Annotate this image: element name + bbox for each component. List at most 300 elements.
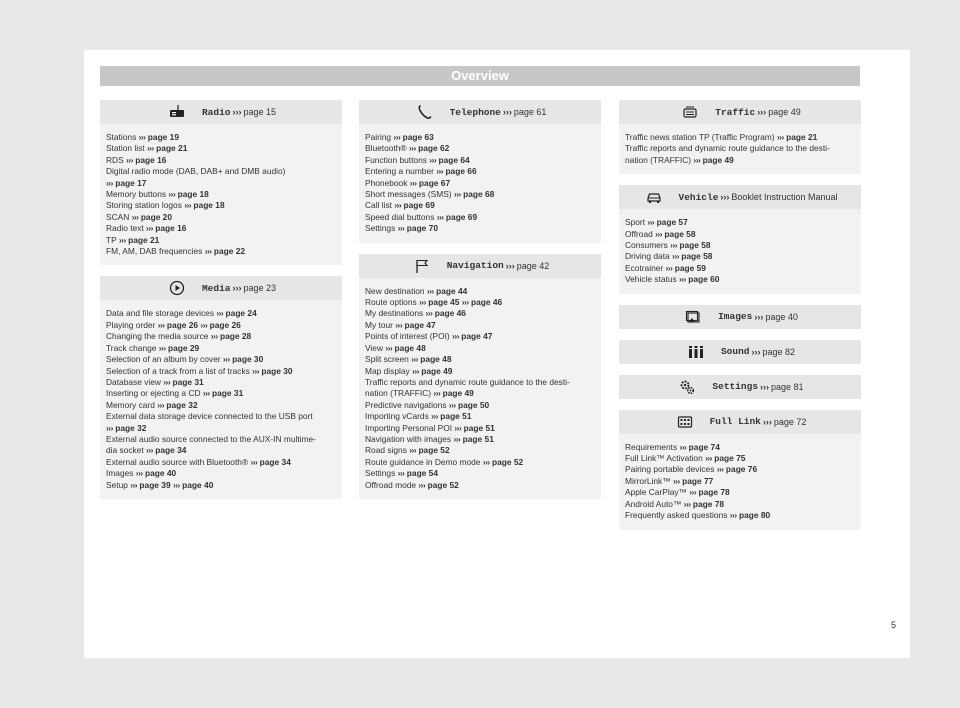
item-label: Offroad mode <box>365 479 417 490</box>
column-3 <box>619 100 861 541</box>
section-header-navigation <box>359 254 601 278</box>
section-page-ref[interactable]: page 82 <box>762 346 796 357</box>
page-ref-link[interactable]: page 68 <box>463 189 495 200</box>
sound-icon <box>685 343 707 361</box>
section-vehicle <box>619 185 861 293</box>
arrows-glyph: ››› <box>200 319 208 330</box>
arrows-glyph: ››› <box>425 308 433 319</box>
section-title: Telephone <box>449 106 501 118</box>
item-label: Consumers <box>625 240 668 251</box>
section-title: Media <box>201 282 231 294</box>
arrows-glyph: ››› <box>135 468 143 479</box>
arrows-glyph: ››› <box>232 283 242 294</box>
section-images <box>619 305 861 329</box>
section-header-radio <box>100 100 342 124</box>
arrows-glyph: ››› <box>412 365 419 376</box>
section-title: Navigation <box>446 260 504 272</box>
item-label: View <box>365 342 384 353</box>
arrows-glyph: ››› <box>202 388 210 399</box>
page-ref-link[interactable]: page 51 <box>463 422 495 433</box>
item-label: Offroad <box>625 228 653 239</box>
list-item <box>106 132 336 143</box>
section-media <box>100 276 342 499</box>
item-label: Radio text <box>106 223 144 234</box>
list-item <box>106 166 336 177</box>
item-label: Sport <box>625 217 646 228</box>
list-item <box>106 400 336 411</box>
list-item <box>365 411 595 422</box>
page-ref-link[interactable]: page 39 <box>139 479 171 490</box>
item-label: Route options <box>365 297 417 308</box>
arrows-glyph: ››› <box>776 132 784 142</box>
list-item <box>106 235 336 246</box>
list-item <box>365 331 595 342</box>
list-item <box>106 212 336 223</box>
arrows-glyph: ››› <box>106 422 113 433</box>
page-ref-link[interactable]: page 44 <box>436 285 468 296</box>
item-label: Frequently asked questions <box>625 510 728 521</box>
item-label: Settings <box>365 223 396 234</box>
page-ref-link[interactable]: page 48 <box>420 354 452 365</box>
page-ref-link[interactable]: page 49 <box>421 365 453 376</box>
page-ref-link[interactable]: page 78 <box>698 487 730 498</box>
item-label: External data storage device connected to the USB port <box>106 411 313 422</box>
page-ref-link[interactable]: page 32 <box>115 422 147 433</box>
list-item <box>106 366 336 377</box>
item-label: Android Auto™ <box>625 498 682 509</box>
page-ref-link[interactable]: page 34 <box>155 445 187 456</box>
page-ref-link[interactable]: page 21 <box>156 143 188 154</box>
page-ref-link[interactable]: page 26 <box>166 319 199 330</box>
page-ref-link[interactable]: page 32 <box>166 399 198 410</box>
page-ref-link[interactable]: page 24 <box>225 308 257 319</box>
list-item <box>625 143 855 154</box>
page-ref-link[interactable]: page 67 <box>418 177 451 188</box>
page-title: Overview <box>100 66 860 86</box>
item-label: Track change <box>106 342 157 353</box>
item-label: Selection of an album by cover <box>106 354 221 365</box>
list-item <box>106 143 336 154</box>
arrows-glyph: ››› <box>138 132 146 142</box>
section-page-ref[interactable]: page 23 <box>243 283 277 294</box>
list-item <box>106 411 336 422</box>
page-ref-link[interactable]: page 34 <box>259 456 291 467</box>
item-label: External audio source connected to the AUX-IN multime- <box>106 433 316 444</box>
arrows-glyph: ››› <box>418 479 426 490</box>
page-ref-link[interactable]: page 31 <box>212 388 244 399</box>
section-title: Sound <box>720 346 750 358</box>
arrows-glyph: ››› <box>118 234 126 245</box>
list-item <box>365 212 595 223</box>
page-ref-link[interactable]: page 75 <box>714 453 746 464</box>
phone-icon <box>414 103 436 121</box>
arrows-glyph: ››› <box>232 107 242 117</box>
page-ref-link[interactable]: page 52 <box>492 456 524 467</box>
item-label: Entering a number <box>365 166 434 177</box>
item-label: Ecotrainer <box>625 262 664 273</box>
item-label: Bluetooth® <box>365 143 407 154</box>
section-title: Images <box>718 311 753 323</box>
item-label: My tour <box>365 319 393 330</box>
page-ref-link[interactable]: page 58 <box>664 228 696 239</box>
item-label: Driving data <box>625 251 670 262</box>
arrows-glyph: ››› <box>436 211 444 222</box>
radio-icon <box>166 103 188 121</box>
page-ref-link[interactable]: page 16 <box>155 223 187 234</box>
section-header-media <box>100 276 342 300</box>
page-ref-link[interactable]: page 40 <box>182 479 214 490</box>
item-label: Road signs <box>365 445 407 456</box>
page-ref-link[interactable]: page 58 <box>679 240 711 251</box>
item-label: Changing the media source <box>106 331 209 342</box>
arrows-glyph: ››› <box>222 354 230 365</box>
section-telephone <box>359 100 601 243</box>
item-label: Predictive navigations <box>365 399 447 410</box>
section-header-fulllink <box>619 410 861 434</box>
arrows-glyph: ››› <box>130 479 138 490</box>
arrows-glyph: ››› <box>754 311 764 322</box>
list-item <box>106 320 336 331</box>
page-ref-link[interactable]: page 60 <box>688 274 720 285</box>
section-page-ref[interactable]: page 15 <box>243 107 277 117</box>
item-label: nation (TRAFFIC) <box>625 154 692 165</box>
section-page-ref[interactable]: page 40 <box>765 311 798 322</box>
section-page-ref[interactable]: page 42 <box>516 260 550 271</box>
arrows-glyph: ››› <box>760 381 770 392</box>
arrows-glyph: ››› <box>729 510 737 521</box>
arrows-glyph: ››› <box>157 319 165 330</box>
page-number: 5 <box>890 620 896 630</box>
page-ref-link[interactable]: page 21 <box>128 234 160 245</box>
arrows-glyph: ››› <box>408 143 416 154</box>
arrows-glyph: ››› <box>411 354 418 365</box>
list-item <box>106 343 336 354</box>
page-ref-link[interactable]: page 54 <box>406 468 438 479</box>
item-label: New destination <box>365 285 425 296</box>
arrows-glyph: ››› <box>426 285 434 296</box>
list-item <box>106 331 336 342</box>
page-ref-link[interactable]: page 57 <box>656 217 688 228</box>
list-item <box>106 480 336 491</box>
item-label: MirrorLink™ <box>625 475 671 486</box>
page-ref-link[interactable]: page 77 <box>682 475 714 486</box>
item-label: Function buttons <box>365 154 427 165</box>
list-item <box>625 510 855 521</box>
page-ref-link[interactable]: page 31 <box>172 376 204 387</box>
list-item <box>106 434 336 445</box>
page-ref-link[interactable]: page 40 <box>145 468 177 479</box>
arrows-glyph: ››› <box>461 297 469 308</box>
item-label: Vehicle status <box>625 274 677 285</box>
section-header-traffic <box>619 100 861 124</box>
arrows-glyph: ››› <box>397 223 405 234</box>
gears-icon <box>676 378 698 396</box>
page-ref-link[interactable]: page 70 <box>406 223 438 234</box>
list-item <box>365 178 595 189</box>
item-label: My destinations <box>365 308 424 319</box>
arrows-glyph: ››› <box>689 487 697 498</box>
item-label: Pairing <box>365 132 392 142</box>
page-ref-link[interactable]: page 28 <box>219 331 252 342</box>
arrows-glyph: ››› <box>720 192 730 203</box>
list-item <box>365 423 595 434</box>
page-ref-link[interactable]: page 62 <box>418 143 450 154</box>
list-item <box>365 343 595 354</box>
item-label: Navigation with images <box>365 433 452 444</box>
arrows-glyph: ››› <box>655 228 662 239</box>
list-item <box>106 468 336 479</box>
section-body-radio <box>100 124 342 265</box>
arrows-glyph: ››› <box>106 177 113 188</box>
page-ref-link[interactable]: page 18 <box>177 189 209 200</box>
list-item <box>365 155 595 166</box>
section-title: Traffic <box>715 106 756 118</box>
item-label: Storing station logos <box>106 200 182 211</box>
item-label: Requirements <box>625 441 678 452</box>
list-item <box>106 246 336 257</box>
item-label: Pairing portable devices <box>625 464 715 475</box>
item-label: RDS <box>106 154 124 165</box>
item-label: Points of interest (POI) <box>365 331 450 342</box>
arrows-glyph: ››› <box>146 223 153 234</box>
item-label: Apple CarPlay™ <box>625 487 687 498</box>
arrows-glyph: ››› <box>385 342 393 353</box>
item-label: Images <box>106 468 134 479</box>
page-ref-link[interactable]: page 46 <box>434 308 466 319</box>
arrows-glyph: ››› <box>184 200 192 211</box>
item-label: Split screen <box>365 354 409 365</box>
section-body-fulllink <box>619 434 861 530</box>
item-label: Memory card <box>106 399 155 410</box>
list-item <box>365 223 595 234</box>
arrows-glyph: ››› <box>204 246 212 257</box>
page-ref-link[interactable]: page 76 <box>725 464 758 475</box>
list-item <box>365 377 595 388</box>
page-ref-link[interactable]: page 78 <box>692 498 725 509</box>
page-ref-link[interactable]: page 49 <box>702 154 734 165</box>
item-label: Map display <box>365 365 410 376</box>
arrows-glyph: ››› <box>210 331 218 342</box>
page-ref-link[interactable]: page 69 <box>403 200 435 211</box>
arrows-glyph: ››› <box>433 388 441 399</box>
list-item <box>365 297 595 308</box>
list-item <box>625 263 855 274</box>
arrows-glyph: ››› <box>679 274 686 285</box>
page-ref-link[interactable]: page 30 <box>261 365 293 376</box>
arrows-glyph: ››› <box>157 399 165 410</box>
section-title: Radio <box>201 106 231 118</box>
section-body-vehicle <box>619 209 861 293</box>
item-label: Route guidance in Demo mode <box>365 456 481 467</box>
list-item <box>106 200 336 211</box>
page-ref-link[interactable]: page 51 <box>440 411 472 422</box>
arrows-glyph: ››› <box>252 365 260 376</box>
page-ref-link[interactable]: page 74 <box>688 441 720 452</box>
arrows-glyph: ››› <box>647 217 655 228</box>
arrows-glyph: ››› <box>394 200 402 211</box>
arrows-glyph: ››› <box>448 399 456 410</box>
list-item <box>625 274 855 285</box>
page-ref-link[interactable]: page 66 <box>445 166 477 177</box>
section-page-ref[interactable]: page 61 <box>513 107 547 117</box>
page-ref-link[interactable]: page 51 <box>462 433 494 444</box>
arrows-glyph: ››› <box>502 107 512 117</box>
item-label: Importing vCards <box>365 411 429 422</box>
list-item <box>106 445 336 456</box>
section-body-telephone <box>359 124 601 243</box>
section-radio <box>100 100 342 265</box>
section-header-sound <box>619 340 861 364</box>
list-item <box>625 453 855 464</box>
arrows-glyph: ››› <box>131 211 139 222</box>
arrows-glyph: ››› <box>757 107 767 117</box>
arrows-glyph: ››› <box>672 475 680 486</box>
list-item <box>625 476 855 487</box>
page-ref-link[interactable]: page 22 <box>213 246 246 257</box>
car-icon <box>643 188 665 206</box>
list-item <box>365 354 595 365</box>
item-label: FM, AM, DAB frequencies <box>106 246 203 257</box>
item-label: Digital radio mode (DAB, DAB+ and DMB audio) <box>106 166 286 177</box>
item-label: Database view <box>106 376 161 387</box>
arrows-glyph: ››› <box>705 453 712 464</box>
arrows-glyph: ››› <box>146 445 153 456</box>
item-label: Phonebook <box>365 177 408 188</box>
item-label: Speed dial buttons <box>365 211 435 222</box>
arrows-glyph: ››› <box>216 308 224 319</box>
page-ref-link[interactable]: page 69 <box>445 211 478 222</box>
item-label: External audio source with Bluetooth® <box>106 456 249 467</box>
arrows-glyph: ››› <box>453 433 461 444</box>
page-ref-link[interactable]: page 29 <box>167 342 200 353</box>
page-ref-link[interactable]: page 64 <box>438 154 470 165</box>
arrows-glyph: ››› <box>158 342 166 353</box>
page-ref-link[interactable]: page 52 <box>418 445 450 456</box>
arrows-glyph: ››› <box>716 464 724 475</box>
item-label: nation (TRAFFIC) <box>365 388 432 399</box>
arrows-glyph: ››› <box>482 456 490 467</box>
list-item <box>106 377 336 388</box>
section-header-telephone <box>359 100 601 124</box>
page-ref-link[interactable]: page 20 <box>140 211 173 222</box>
arrows-glyph: ››› <box>693 154 701 165</box>
list-item <box>365 434 595 445</box>
page-ref-link[interactable]: page 17 <box>115 177 147 188</box>
page-ref-link[interactable]: page 50 <box>458 399 490 410</box>
item-label: Inserting or ejecting a CD <box>106 388 201 399</box>
list-item <box>625 464 855 475</box>
list-item <box>365 166 595 177</box>
page-ref-link[interactable]: page 58 <box>681 251 713 262</box>
section-page-ref[interactable]: page 49 <box>768 107 801 117</box>
arrows-glyph: ››› <box>431 411 438 422</box>
list-item <box>365 400 595 411</box>
list-item <box>106 457 336 468</box>
list-item <box>625 499 855 510</box>
arrows-glyph: ››› <box>429 154 437 165</box>
page-ref-link[interactable]: page 47 <box>404 319 436 330</box>
fulllink-icon <box>674 413 696 431</box>
section-page-ref[interactable]: page 81 <box>771 381 804 392</box>
page-ref-link[interactable]: page 30 <box>232 354 264 365</box>
page-ref-link[interactable]: page 19 <box>147 132 179 142</box>
list-item <box>365 480 595 491</box>
item-label: Data and file storage devices <box>106 308 215 319</box>
images-icon <box>682 308 704 326</box>
page-ref-link[interactable]: page 16 <box>135 154 167 165</box>
list-item <box>365 308 595 319</box>
list-item <box>106 155 336 166</box>
page-ref-link[interactable]: page 48 <box>394 342 426 353</box>
item-label: Stations <box>106 132 137 142</box>
page-ref-link[interactable]: page 46 <box>470 297 503 308</box>
arrows-glyph: ››› <box>250 456 258 467</box>
item-label: Memory buttons <box>106 189 167 200</box>
page-ref-link[interactable]: page 18 <box>193 200 225 211</box>
item-label: Selection of a track from a list of tracks <box>106 365 250 376</box>
arrows-glyph: ››› <box>670 240 678 251</box>
arrows-glyph: ››› <box>762 416 772 427</box>
list-item <box>365 468 595 479</box>
item-label: Traffic reports and dynamic route guidance to the desti- <box>625 143 830 154</box>
page-ref-link[interactable]: page 49 <box>442 388 474 399</box>
section-navigation <box>359 254 601 499</box>
list-item <box>365 189 595 200</box>
arrows-glyph: ››› <box>751 346 761 357</box>
section-page-ref[interactable]: page 72 <box>773 416 807 427</box>
flag-icon <box>411 257 433 275</box>
arrows-glyph: ››› <box>419 297 426 308</box>
list-item <box>106 354 336 365</box>
list-item <box>365 445 595 456</box>
arrows-glyph: ››› <box>395 319 403 330</box>
section-page-ref[interactable]: Booklet Instruction Manual <box>731 192 838 203</box>
list-item <box>625 229 855 240</box>
arrows-glyph: ››› <box>172 479 180 490</box>
document-page <box>84 50 910 658</box>
list-item <box>365 366 595 377</box>
section-title: Settings <box>712 381 759 393</box>
list-item <box>365 388 595 399</box>
list-item <box>365 143 595 154</box>
item-label: dia socket <box>106 445 144 456</box>
list-item <box>625 155 855 166</box>
page-ref-link[interactable]: page 47 <box>461 331 493 342</box>
item-label: Short messages (SMS) <box>365 189 452 200</box>
list-item <box>106 189 336 200</box>
item-label: Playing order <box>106 319 156 330</box>
play-icon <box>166 279 188 297</box>
list-item <box>625 217 855 228</box>
arrows-glyph: ››› <box>393 132 401 142</box>
list-item <box>365 200 595 211</box>
page-ref-link[interactable]: page 45 <box>428 297 460 308</box>
page-ref-link[interactable]: page 21 <box>786 132 818 142</box>
page-ref-link[interactable]: page 80 <box>738 510 771 521</box>
page-ref-link[interactable]: page 52 <box>427 479 459 490</box>
page-ref-link[interactable]: page 59 <box>674 262 706 273</box>
arrows-glyph: ››› <box>168 189 176 200</box>
page-ref-link[interactable]: page 26 <box>209 319 241 330</box>
item-label: Settings <box>365 468 396 479</box>
arrows-glyph: ››› <box>672 251 679 262</box>
list-item <box>365 132 595 143</box>
arrows-glyph: ››› <box>683 498 691 509</box>
page-ref-link[interactable]: page 63 <box>402 132 434 142</box>
column-2 <box>359 100 601 510</box>
list-item <box>625 487 855 498</box>
arrows-glyph: ››› <box>126 154 133 165</box>
